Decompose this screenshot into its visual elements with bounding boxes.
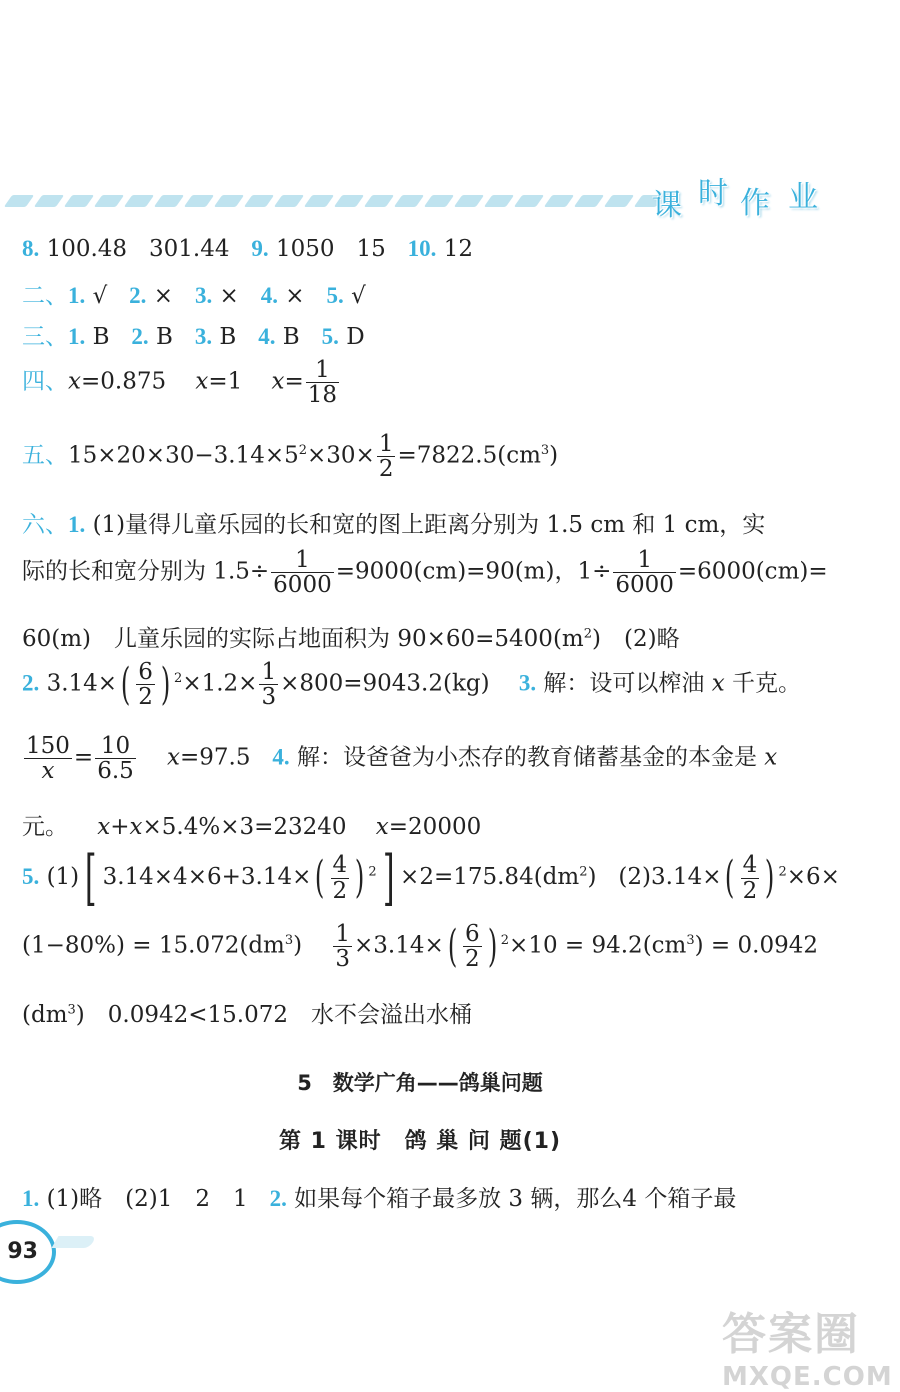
equation: (2)3.14×	[618, 864, 722, 890]
fraction-denominator: 18	[307, 382, 338, 409]
answer-text: 千克。	[724, 670, 802, 697]
answer-text: 解：设可以榨油	[543, 670, 712, 697]
header-stripe	[4, 195, 34, 207]
equation: ×5.4%×3=23240	[142, 814, 347, 840]
equation: =0.875	[80, 368, 167, 395]
fraction	[377, 432, 396, 481]
fraction-numerator: 1	[261, 659, 277, 685]
superscript: 2	[368, 864, 377, 880]
question-number: 4.	[258, 324, 276, 349]
right-paren: )	[160, 658, 171, 710]
answer-line-4	[22, 358, 341, 407]
question-number: 1.	[68, 512, 86, 537]
equation: 3.14×4×6+3.14×	[102, 864, 312, 890]
fraction	[741, 853, 760, 902]
superscript: 2	[500, 932, 510, 948]
section-prefix: 三、	[22, 324, 68, 350]
answer-line-12	[22, 843, 840, 913]
superscript: 2	[174, 670, 183, 686]
header-stripe	[364, 195, 394, 207]
answer-line-8	[22, 620, 680, 653]
answer-choice: B	[282, 324, 300, 350]
equation: =7822.5(cm	[397, 442, 541, 469]
superscript: 3	[284, 932, 294, 948]
equation: =97.5	[180, 744, 251, 771]
fraction	[95, 734, 136, 783]
watermark-bottom: MXQE.COM	[722, 1362, 893, 1392]
header-stripe	[34, 195, 64, 207]
answer-text: ) 0.0942<15.072 水不会溢出水桶	[75, 1002, 472, 1028]
header-char-2: 时	[698, 176, 728, 211]
answer-line-15	[22, 1180, 736, 1213]
question-number: 5.	[326, 283, 344, 308]
answer-text: 如果每个箱子最多放 3 辆，那么4 个箱子最	[294, 1186, 737, 1212]
header-char-3: 作	[740, 186, 770, 221]
answer-line-10	[22, 734, 777, 783]
equation: )	[293, 932, 303, 959]
fraction	[613, 548, 676, 597]
answer-mark: √	[351, 283, 366, 309]
superscript: 2	[583, 626, 593, 642]
answer-text: =9000(cm)=90(m)，1÷	[335, 558, 612, 585]
answer-value: 12	[443, 236, 474, 262]
right-paren: )	[487, 920, 497, 972]
variable: x	[68, 368, 81, 395]
header-stripe	[184, 195, 214, 207]
header-stripe	[64, 195, 94, 207]
fraction-numerator: 150	[26, 733, 70, 759]
fraction-denominator: 2	[742, 877, 758, 904]
answer-line-14	[22, 996, 472, 1029]
fraction-denominator: 2	[464, 946, 480, 973]
equation: =20000	[388, 814, 482, 840]
variable: x	[195, 368, 209, 395]
header-stripe	[274, 195, 304, 207]
fraction-denominator: 3	[335, 946, 351, 973]
variable: x	[375, 814, 389, 840]
fraction-denominator: 6000	[273, 572, 332, 599]
equation: )	[549, 442, 559, 469]
equation: =1	[208, 368, 243, 395]
question-number: 1.	[68, 324, 86, 349]
fraction-denominator: 3	[261, 684, 277, 711]
fraction-numerator: 1	[271, 548, 334, 573]
page-number: 93	[7, 1239, 38, 1264]
fraction	[463, 922, 482, 971]
answer-value: 100.48	[46, 236, 128, 262]
fraction-numerator: 1	[378, 431, 394, 457]
answer-line-9	[22, 660, 801, 709]
left-paren: (	[120, 658, 131, 710]
question-number: 1.	[22, 1186, 40, 1211]
answer-text: 际的长和宽分别为 1.5÷	[22, 558, 270, 585]
answer-line-6	[22, 506, 765, 539]
question-number: 2.	[269, 1186, 287, 1211]
watermark-top: 答案圈	[722, 1309, 860, 1360]
answer-value: 301.44	[148, 236, 230, 262]
question-number: 4.	[272, 744, 290, 770]
question-number: 9.	[251, 236, 269, 261]
header-char-1: 课	[652, 188, 682, 223]
equation: ×30×	[307, 442, 375, 469]
header-stripe	[94, 195, 124, 207]
fraction-denominator: 6000	[615, 572, 674, 599]
question-number: 3.	[194, 283, 213, 308]
superscript: 3	[540, 442, 550, 458]
header-title	[640, 168, 830, 223]
answer-mark: √	[92, 283, 108, 309]
header-stripe	[454, 195, 484, 207]
header-stripe	[304, 195, 334, 207]
equation: +	[110, 814, 130, 840]
watermark-logo	[722, 1298, 893, 1392]
question-number: 8.	[22, 236, 40, 261]
answer-value: 1050	[275, 236, 335, 262]
right-paren: )	[765, 852, 775, 903]
right-paren: )	[355, 852, 365, 903]
fraction-numerator: 4	[332, 852, 348, 879]
header-stripe	[424, 195, 454, 207]
header-stripe-band	[0, 195, 660, 213]
answer-text: (1)量得儿童乐园的长和宽的图上距离分别为 1.5 cm 和 1 cm，实	[92, 512, 766, 538]
answer-text: ) (2)略	[592, 626, 680, 652]
superscript: 2	[778, 864, 787, 880]
right-bracket: ]	[382, 843, 395, 913]
equation: =	[284, 368, 304, 395]
question-number: 4.	[260, 283, 278, 308]
section-title: 5 数学广角——鸽巢问题	[297, 1071, 543, 1095]
answer-text: 60(m) 儿童乐园的实际占地面积为 90×60=5400(m	[22, 626, 584, 652]
equation: ×10 = 94.2(cm	[509, 932, 687, 959]
equation: ×2=175.84(dm	[400, 864, 580, 890]
equation: (dm	[22, 1002, 68, 1028]
fraction-numerator: 1	[335, 921, 351, 947]
fraction-denominator: x	[41, 758, 55, 785]
answer-value: 15	[356, 236, 386, 262]
equation: ×800=9043.2(kg)	[280, 670, 490, 697]
page-number-swoosh	[52, 1236, 97, 1248]
variable: x	[764, 744, 778, 771]
answer-line-3	[22, 318, 365, 351]
fraction	[331, 853, 350, 902]
question-number: 1.	[68, 283, 86, 308]
equation: (1−80%) = 15.072(dm	[22, 932, 285, 959]
header-stripe	[484, 195, 514, 207]
left-paren: (	[447, 920, 458, 972]
fraction-denominator: 6.5	[97, 758, 134, 785]
header-stripe	[574, 195, 604, 207]
superscript: 2	[298, 442, 308, 458]
header-stripe	[244, 195, 274, 207]
variable: x	[167, 744, 180, 771]
answer-choice: D	[346, 324, 365, 350]
answer-choice: B	[219, 324, 237, 350]
header-stripe	[394, 195, 424, 207]
answer-text: 解：设爸爸为小杰存的教育储蓄基金的本金是	[296, 744, 765, 771]
equation: =	[73, 744, 94, 771]
fraction	[306, 358, 339, 407]
answer-line-11	[22, 808, 481, 841]
answer-choice: B	[155, 324, 173, 350]
equation: ×3.14×	[354, 932, 444, 959]
question-number: 10.	[407, 236, 437, 261]
header-stripe	[604, 195, 634, 207]
answer-mark: ×	[285, 283, 305, 309]
section-prefix: 六、	[22, 512, 68, 538]
answer-text: =6000(cm)=	[677, 558, 828, 585]
lesson-title: 第 1 课时 鸽 巢 问 题(1)	[278, 1129, 562, 1154]
fraction	[136, 660, 155, 709]
answer-line-1	[22, 236, 473, 262]
equation: ×6×	[786, 864, 840, 890]
section-prefix: 二、	[22, 283, 68, 309]
answer-line-2	[22, 277, 366, 310]
equation: 15×20×30−3.14×5	[68, 442, 299, 469]
fraction-numerator: 6	[464, 921, 480, 947]
question-number: 3.	[518, 670, 537, 696]
header-stripe	[544, 195, 574, 207]
fraction-numerator: 1	[613, 548, 676, 573]
fraction-denominator: 2	[378, 456, 394, 483]
header-stripe	[124, 195, 154, 207]
variable: x	[271, 368, 285, 395]
left-paren: (	[725, 852, 735, 903]
answer-text: 元。	[22, 814, 68, 840]
header-char-4: 业	[788, 180, 818, 215]
equation: )	[587, 864, 597, 890]
answer-line-7	[22, 548, 828, 597]
section-prefix: 五、	[22, 442, 68, 469]
question-number: 5.	[22, 864, 40, 889]
fraction	[259, 660, 278, 709]
superscript: 3	[686, 932, 695, 948]
variable: x	[711, 670, 725, 697]
answer-mark: ×	[219, 283, 239, 309]
variable: x	[97, 814, 111, 840]
superscript: 3	[67, 1002, 76, 1018]
equation: 3.14×	[46, 670, 118, 697]
equation: (1)	[46, 864, 80, 890]
equation: ×1.2×	[182, 670, 258, 697]
fraction-denominator: 2	[332, 877, 348, 904]
answer-line-13	[22, 922, 818, 971]
header-stripe	[334, 195, 364, 207]
answer-choice: B	[92, 324, 110, 350]
answer-text: (1)略 (2)1 2 1	[46, 1186, 248, 1212]
variable: x	[129, 814, 143, 840]
question-number: 2.	[131, 324, 149, 349]
left-bracket: [	[85, 843, 97, 913]
fraction	[24, 734, 72, 783]
question-number: 5.	[321, 324, 339, 349]
page-number-badge	[0, 1220, 56, 1284]
question-number: 3.	[194, 324, 213, 349]
fraction-numerator: 1	[306, 358, 339, 383]
question-number: 2.	[22, 670, 40, 696]
header-stripe	[214, 195, 244, 207]
header-stripe	[154, 195, 184, 207]
answer-line-5	[22, 432, 558, 481]
fraction-numerator: 4	[742, 852, 758, 879]
header-stripe	[514, 195, 544, 207]
superscript: 2	[579, 864, 588, 880]
fraction-numerator: 10	[95, 734, 136, 759]
equation: ) = 0.0942	[694, 932, 818, 959]
fraction	[333, 922, 352, 971]
question-number: 2.	[129, 283, 147, 308]
fraction-numerator: 6	[138, 659, 153, 685]
fraction	[271, 548, 334, 597]
answer-mark: ×	[153, 283, 173, 309]
fraction-denominator: 2	[138, 684, 153, 711]
section-prefix: 四、	[22, 368, 68, 395]
left-paren: (	[315, 852, 325, 903]
